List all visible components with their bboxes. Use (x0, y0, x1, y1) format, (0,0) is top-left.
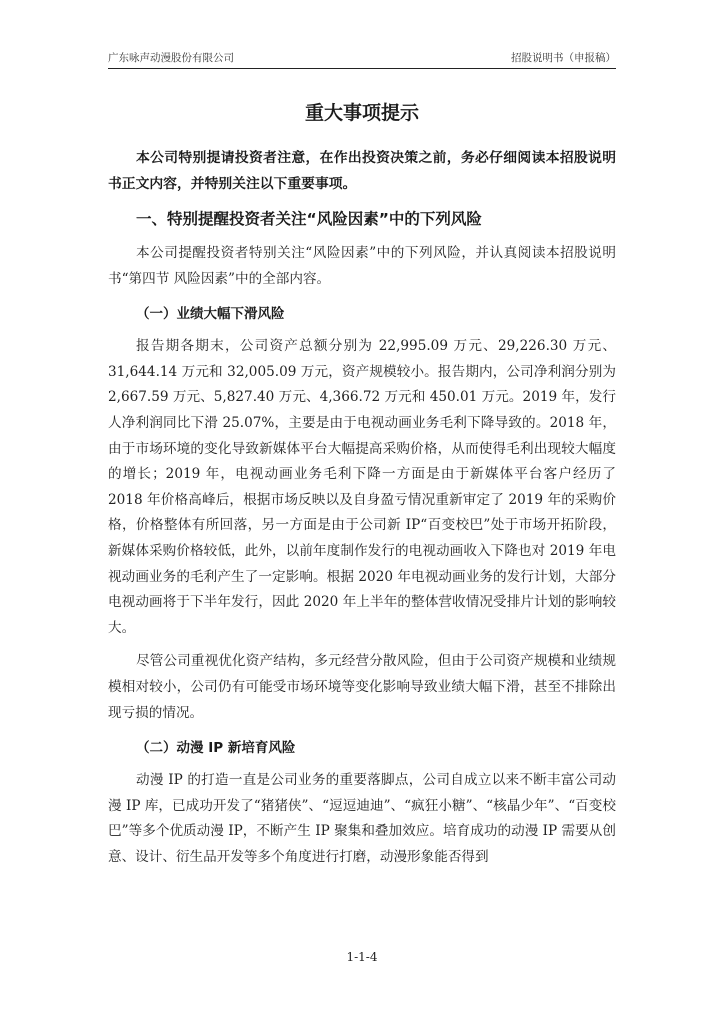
page-body (108, 90, 616, 870)
performance-paragraph-1: 报告期各期末，公司资产总额分别为 22,995.09 万元、29,226.30 万元、31,644.14 万元和 32,005.09 万元，资产规模较小。报告期内，公司净利润分别为 2,667.59 万元、5,827.40 万元、4,366.72 万元和 450.01 万元。2019 年，发行人净利润同比下滑 25.07%，主要是由于电视动画业务毛利下降导致的。2018 年，由于市场环境的变化导致新媒体平台大幅提高采购价格，从而使得毛利出现较大幅度的增长；2019 年，电视动画业务毛利下降一方面是由于新媒体平台客户经历了 2018 年价格高峰后，根据市场反映以及自身盈亏情况重新审定了 2019 年的采购价格，价格整体有所回落，另一方面是由于公司新 IP“百变校巴”处于市场开拓阶段，新媒体采购价格较低，此外，以前年度制作发行的电视动画收入下降也对 2019 年电视动画业务的毛利产生了一定影响。根据 2020 年电视动画业务的发行计划，大部分电视动画将于下半年发行，因此 2020 年上半年的整体营收情况受排片计划的影响较大。 (108, 338, 616, 636)
performance-paragraph-2: 尽管公司重视优化资产结构，多元经营分散风险，但由于公司资产规模和业绩规模相对较小，公司仍有可能受市场环境等变化影响导致业绩大幅下滑，甚至不排除出现亏损的情况。 (108, 653, 616, 721)
subsection-heading-ip: （二）动漫 IP 新培育风险 (136, 740, 296, 757)
ip-paragraph-1: 动漫 IP 的打造一直是公司业务的重要落脚点，公司自成立以来不断丰富公司动漫 IP 库，已成功开发了“猪猪侠”、“逗逗迪迪”、“疯狂小糖”、“核晶少年”、“百变校巴”等多个优质动漫 IP，不断产生 IP 聚集和叠加效应。培育成功的动漫 IP 需要从创意、设计、衍生品开发等多个角度进行打磨，动漫形象能否得到 (108, 772, 616, 865)
page-header (108, 50, 616, 66)
header-doc-type: 招股说明书（申报稿） (511, 52, 616, 64)
subsection-heading-performance: （一）业绩大幅下滑风险 (136, 306, 285, 323)
header-company: 广东咏声动漫股份有限公司 (108, 52, 234, 64)
page-title: 重大事项提示 (304, 102, 419, 124)
section-intro: 本公司提醒投资者特别关注“风险因素”中的下列风险，并认真阅读本招股说明书“第四节 风险因素”中的全部内容。 (108, 245, 616, 287)
section-heading-risk: 一、特别提醒投资者关注“风险因素”中的下列风险 (136, 210, 482, 228)
lead-paragraph: 本公司特别提请投资者注意，在作出投资决策之前，务必仔细阅读本招股说明书正文内容，并特别关注以下重要事项。 (108, 150, 616, 192)
page-number: 1-1-4 (346, 950, 378, 964)
header-divider (108, 68, 616, 69)
